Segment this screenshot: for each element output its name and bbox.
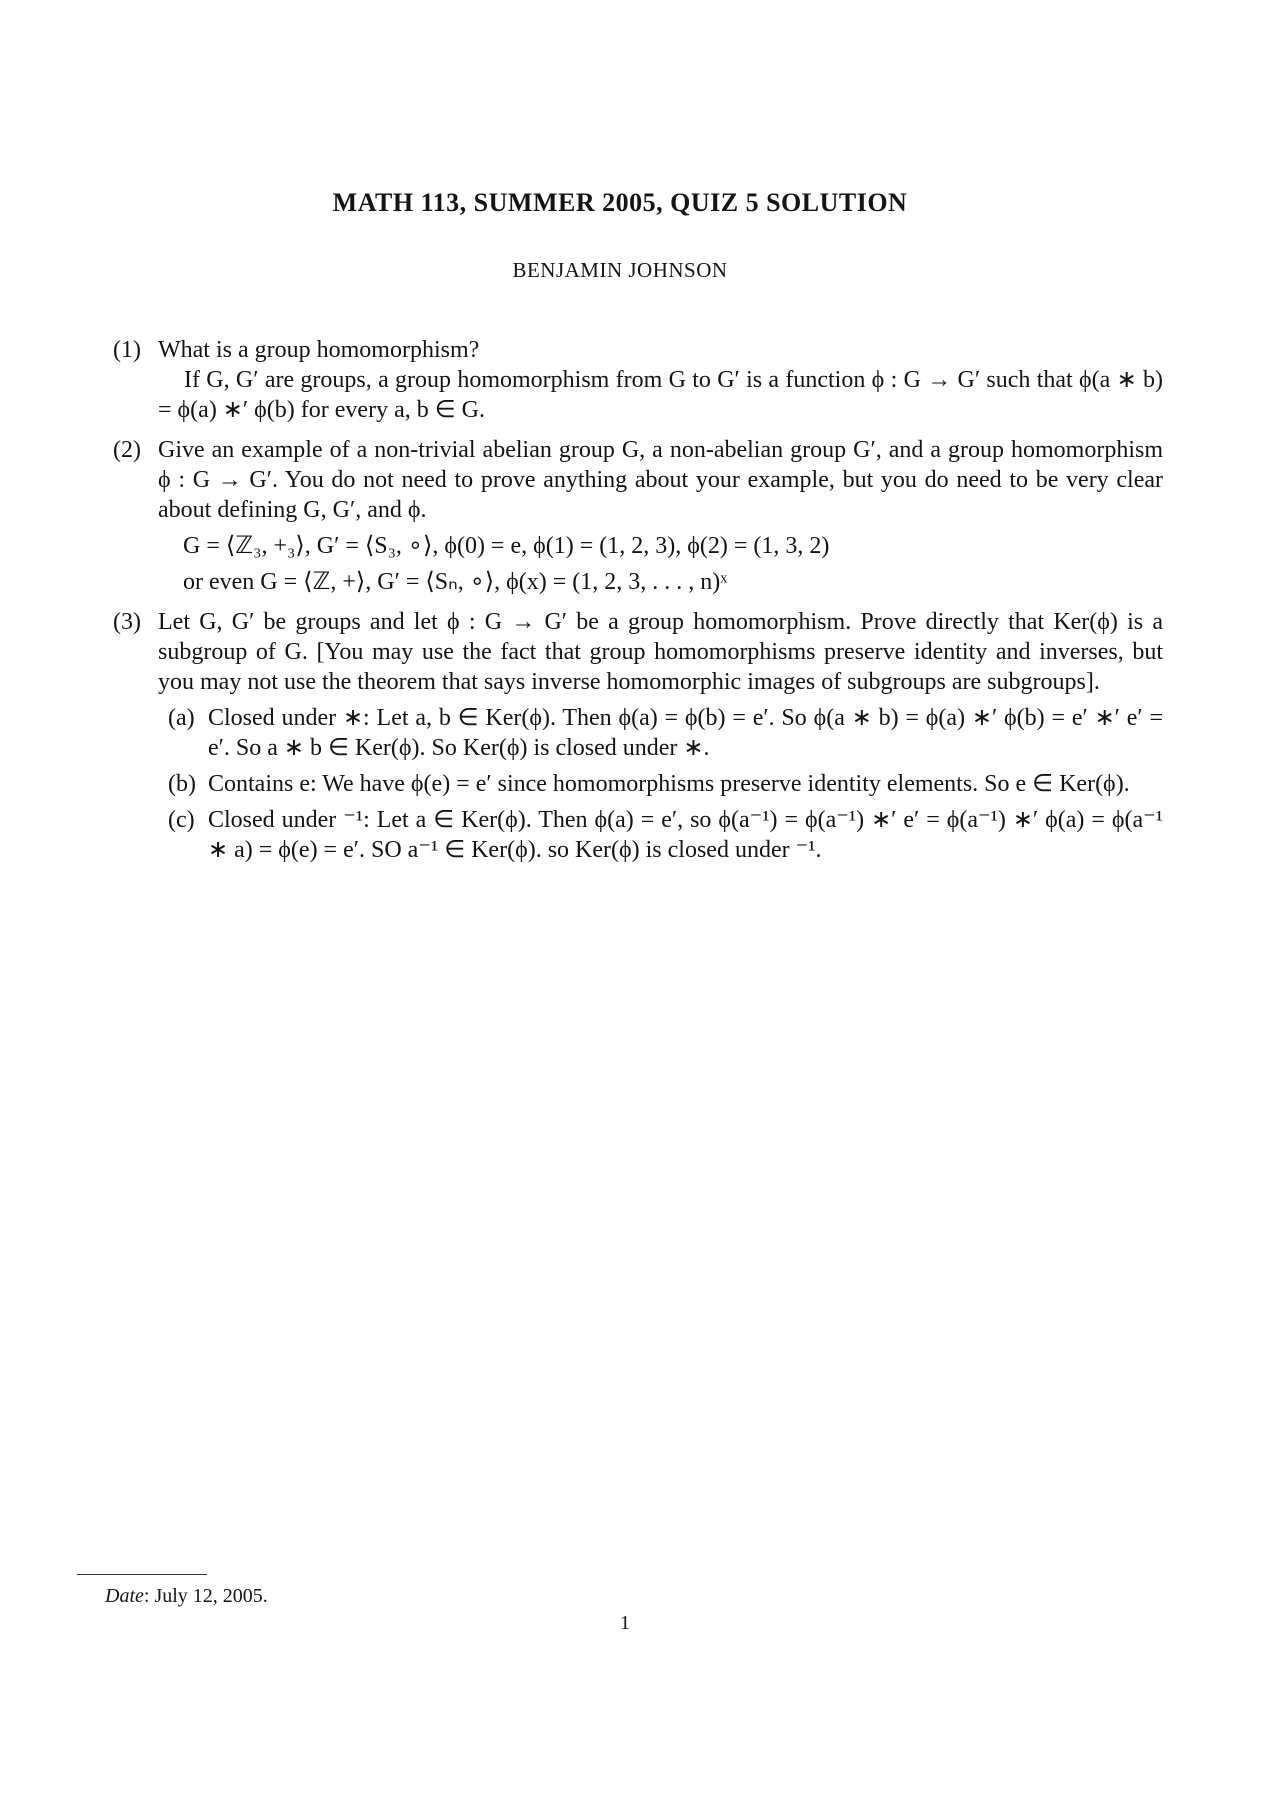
question-text: Give an example of a non-trivial abelian group G, a non-abelian group G′, and a group homomorphism ϕ : G → G′. You do not need to prove anything about your example, but you do need to be very clear about defining G, G′, and ϕ. [158,437,1163,523]
part-label: (a) [168,705,195,731]
footnote-divider [77,1574,207,1575]
proof-part-a [158,703,1163,763]
footnote-date [105,1585,268,1608]
question-2 [113,435,1163,597]
question-text: What is a group homomorphism? [158,337,480,363]
author-name: BENJAMIN JOHNSON [512,258,728,282]
page-number: 1 [620,1612,630,1634]
question-1 [113,335,1163,425]
proof-part-b [158,769,1163,799]
part-label: (b) [168,771,196,797]
answer-text: If G, G′ are groups, a group homomorphism from G to G′ is a function ϕ : G → G′ such that ϕ(a ∗ b) = ϕ(a) ∗′ ϕ(b) for every a, b ∈ G. [158,367,1163,423]
date-label: Date [105,1585,144,1607]
question-number: (2) [113,437,141,463]
part-text: Closed under ∗: Let a, b ∈ Ker(ϕ). Then ϕ(a) = ϕ(b) = e′. So ϕ(a ∗ b) = ϕ(a) ∗′ ϕ(b) = e′ ∗′ e′ = e′. So a ∗ b ∈ Ker(ϕ). So Ker(ϕ) is closed under ∗. [208,705,1163,761]
answer-math-line: G = ⟨ℤ₃, +₃⟩, G′ = ⟨S₃, ∘⟩, ϕ(0) = e, ϕ(1) = (1, 2, 3), ϕ(2) = (1, 3, 2) [183,533,830,559]
part-text: Closed under ⁻¹: Let a ∈ Ker(ϕ). Then ϕ(a) = e′, so ϕ(a⁻¹) = ϕ(a⁻¹) ∗′ e′ = ϕ(a⁻¹) ∗′ ϕ(a) = ϕ(a⁻¹ ∗ a) = ϕ(e) = e′. SO a⁻¹ ∈ Ker(ϕ). so Ker(ϕ) is closed under ⁻¹. [208,807,1164,863]
answer-math-line: or even G = ⟨ℤ, +⟩, G′ = ⟨Sₙ, ∘⟩, ϕ(x) = (1, 2, 3, . . . , n)ˣ [183,569,728,595]
question-3 [113,607,1163,865]
question-text: Let G, G′ be groups and let ϕ : G → G′ be a group homomorphism. Prove directly that Ker(ϕ) is a subgroup of G. [You may use the fact that group homomorphisms preserve identity and inverses, but you may not use the theorem that says inverse homomorphic images of subgroups are subgroups]. [158,609,1163,695]
page-title: MATH 113, SUMMER 2005, QUIZ 5 SOLUTION [332,188,908,217]
part-text: Contains e: We have ϕ(e) = e′ since homomorphisms preserve identity elements. So e ∈ Ker(ϕ). [208,771,1130,797]
question-number: (3) [113,609,141,635]
part-label: (c) [168,807,195,833]
question-number: (1) [113,337,141,363]
date-value: : July 12, 2005. [143,1585,268,1607]
document-body [113,335,1163,875]
proof-part-c [158,805,1163,865]
